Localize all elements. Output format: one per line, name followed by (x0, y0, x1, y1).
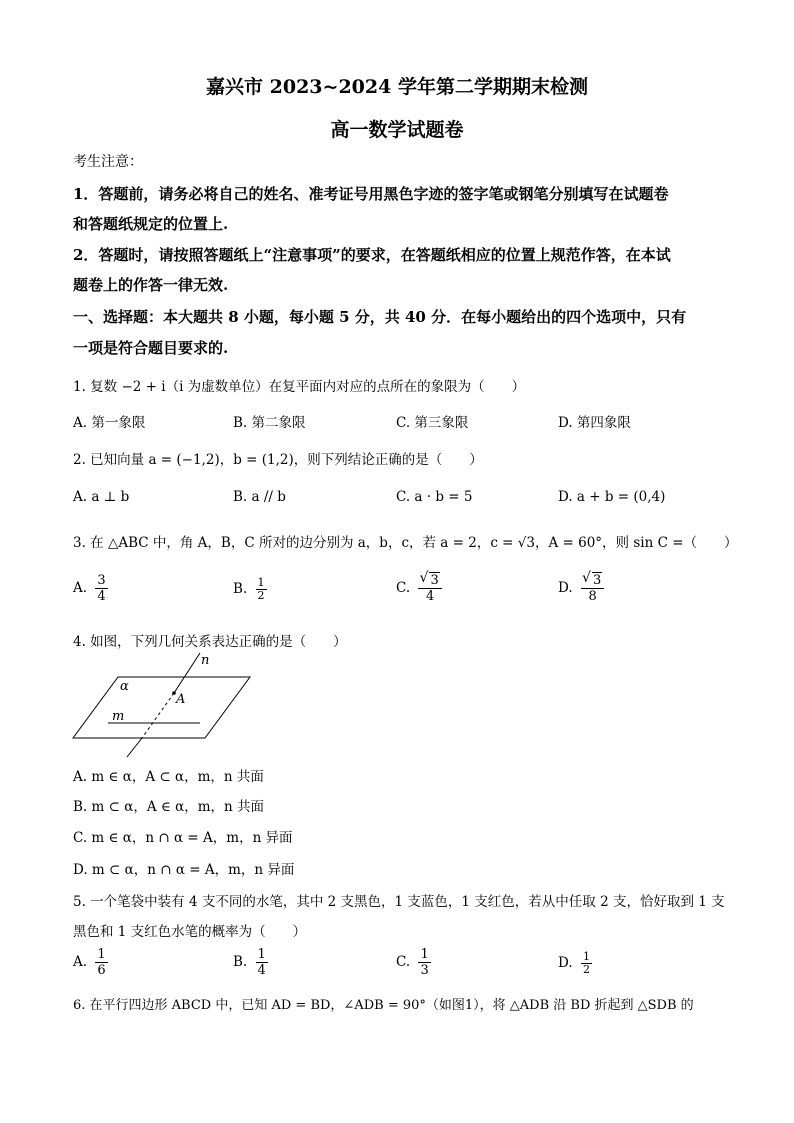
q1-option-b: B. 第二象限 (233, 415, 306, 431)
line-n-upper (174, 653, 200, 693)
q3-option-c (396, 573, 442, 604)
q2-stem: 2. 已知向量 a = (−1,2)，b = (1,2)，则下列结论正确的是（ ） (73, 452, 483, 468)
q5-option-c (396, 947, 431, 978)
sqrt-symbol: √ 3 (583, 573, 602, 588)
q5-stem-line-1: 5. 一个笔袋中装有 4 支不同的水笔，其中 2 支黑色，1 支蓝色，1 支红色，若从中任取 2 支，恰好取到 1 支 (73, 894, 725, 910)
q3-option-a (73, 573, 108, 604)
plane-alpha (73, 677, 250, 738)
q3-option-a-label: A. (73, 580, 88, 596)
q5-option-a (73, 947, 108, 978)
q2-option-a: A. a ⊥ b (73, 489, 130, 505)
exam-title: 嘉兴市 2023~2024 学年第二学期期末检测 (206, 76, 588, 98)
q5-option-a-fraction (95, 947, 107, 978)
q3-option-b-fraction (256, 577, 267, 602)
q5-option-d-label: D. (558, 955, 573, 971)
exam-subtitle: 高一数学试题卷 (330, 119, 464, 141)
q3-option-d (558, 573, 604, 604)
q5-stem-line-2: 黑色和 1 支红色水笔的概率为（ ） (73, 924, 307, 940)
sqrt-symbol: √ 3 (420, 573, 439, 588)
q4-option-c: C. m ∈ α，n ∩ α = A，m，n 异面 (73, 830, 293, 846)
q5-option-d (558, 951, 592, 976)
denominator: 3 (420, 963, 429, 978)
q1-option-c: C. 第三象限 (396, 415, 469, 431)
notice-item-1-line-1: 1．答题前，请务必将自己的姓名、准考证号用黑色字迹的签字笔或钢笔分别填写在试题卷 (73, 185, 669, 203)
numerator: 1 (97, 947, 106, 962)
q3-option-b (233, 577, 267, 602)
numerator: 1 (257, 576, 265, 589)
denominator: 4 (97, 589, 106, 604)
q3-option-c-label: C. (396, 580, 411, 596)
q4-option-a: A. m ∈ α，A ⊂ α，m，n 共面 (73, 769, 264, 785)
label-alpha: α (120, 679, 129, 694)
q5-option-c-label: C. (396, 954, 411, 970)
q1-option-d: D. 第四象限 (558, 415, 631, 431)
numerator: 1 (420, 947, 429, 962)
q1-stem: 1. 复数 −2 + i（i 为虚数单位）在复平面内对应的点所在的象限为（ ） (73, 379, 526, 395)
q5-option-a-label: A. (73, 954, 88, 970)
line-n-lower (127, 738, 142, 757)
numerator: 3 (97, 573, 106, 588)
numerator: 1 (257, 947, 266, 962)
q2-option-b: B. a // b (233, 489, 286, 505)
label-a: A (176, 692, 186, 707)
label-n: n (201, 653, 210, 668)
numerator (581, 573, 604, 589)
denominator: 2 (257, 589, 265, 602)
q5-option-b-fraction (256, 947, 268, 978)
q4-option-b: B. m ⊂ α，A ∈ α，m，n 共面 (73, 799, 265, 815)
section-1-instructions-line-2: 一项是符合题目要求的. (73, 339, 229, 357)
q5-option-b (233, 947, 268, 978)
label-m: m (112, 709, 125, 724)
q3-option-a-fraction (95, 573, 107, 604)
numerator: 1 (582, 950, 590, 963)
line-n-hidden (142, 693, 174, 738)
q4-option-d: D. m ⊂ α，n ∩ α = A，m，n 异面 (73, 862, 295, 878)
denominator: 6 (97, 963, 106, 978)
q5-option-d-fraction (581, 951, 592, 976)
q1-option-a: A. 第一象限 (73, 415, 146, 431)
denominator: 4 (257, 963, 266, 978)
q3-option-d-label: D. (558, 580, 573, 596)
denominator: 8 (588, 589, 597, 604)
numerator (418, 573, 441, 589)
notice-item-2-line-1: 2．答题时，请按照答题纸上“注意事项”的要求，在答题纸相应的位置上规范作答，在本试 (73, 246, 671, 264)
q3-stem: 3. 在 △ABC 中，角 A，B，C 所对的边分别为 a，b，c，若 a = 2，c = √3，A = 60°，则 sin C =（ ） (73, 535, 738, 551)
section-1-instructions-line-1: 一、选择题：本大题共 8 小题，每小题 5 分，共 40 分．在每小题给出的四个选项中，只有 (73, 308, 687, 326)
q2-option-d: D. a + b = (0,4) (558, 489, 666, 505)
notice-item-2-line-2: 题卷上的作答一律无效. (73, 276, 229, 294)
q2-option-c: C. a · b = 5 (396, 489, 473, 505)
q3-option-b-label: B. (233, 581, 248, 597)
q5-option-c-fraction (418, 947, 430, 978)
denominator: 2 (582, 963, 590, 976)
q6-stem: 6. 在平行四边形 ABCD 中，已知 AD = BD，∠ADB = 90°（如图1），将 △ADB 沿 BD 折起到 △SDB 的 (73, 998, 694, 1013)
q4-stem: 4. 如图，下列几何关系表达正确的是（ ） (73, 634, 347, 650)
q3-option-c-fraction (418, 573, 441, 604)
q5-option-b-label: B. (233, 954, 248, 970)
notice-heading: 考生注意： (73, 154, 143, 170)
q3-option-d-fraction (581, 573, 604, 604)
denominator: 4 (425, 589, 435, 604)
plane-line-figure (70, 650, 260, 760)
notice-item-1-line-2: 和答题纸规定的位置上. (73, 215, 229, 233)
